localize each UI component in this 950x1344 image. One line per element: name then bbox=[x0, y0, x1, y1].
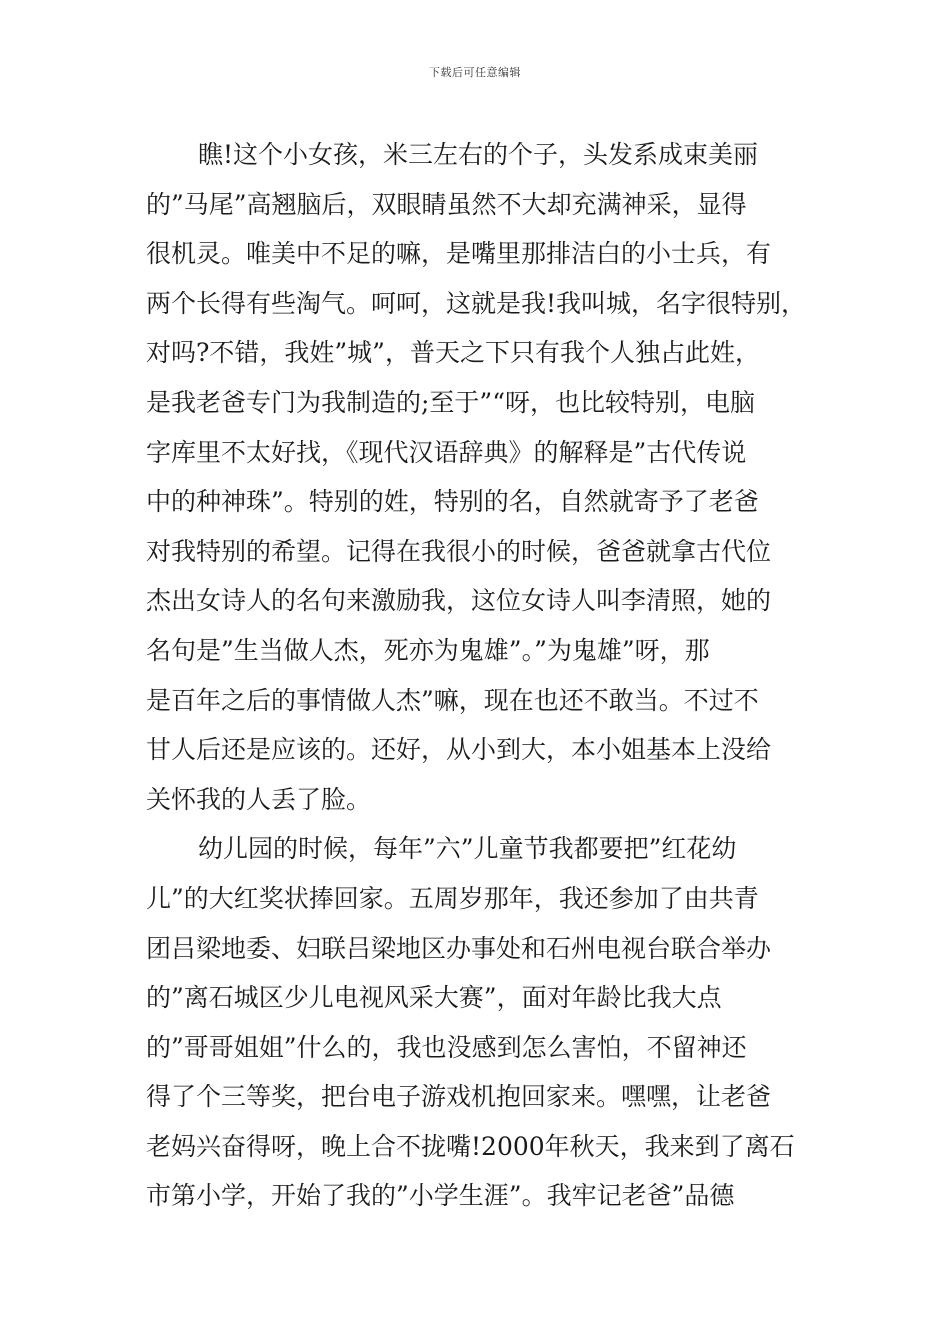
text-line: 是我老爸专门为我制造的;至于”“呀，也比较特别，电脑 bbox=[146, 387, 755, 417]
text-line: 老妈兴奋得呀，晚上合不拢嘴!2000年秋天，我来到了离石 bbox=[146, 1131, 795, 1161]
paragraph-2 bbox=[146, 824, 826, 1221]
text-line: 两个长得有些淘气。呵呵，这就是我!我叫城，名字很特别， bbox=[146, 288, 807, 318]
text-line: 关怀我的人丢了脸。 bbox=[146, 784, 372, 814]
text-line: 杰出女诗人的名句来激励我，这位女诗人叫李清照，她的 bbox=[146, 586, 772, 616]
text-line: 中的种神珠”。特别的姓，特别的名，自然就寄予了老爸 bbox=[146, 487, 759, 517]
document-body bbox=[146, 130, 826, 1221]
text-line: 是百年之后的事情做人杰”嘛，现在也还不敢当。不过不 bbox=[146, 685, 759, 715]
paragraph-1 bbox=[146, 130, 826, 824]
text-line: 字库里不太好找，《现代汉语辞典》的解释是”古代传说 bbox=[146, 437, 747, 467]
text-line: 甘人后还是应该的。还好，从小到大，本小姐基本上没给 bbox=[146, 735, 772, 765]
text-line: 市第小学，开始了我的”小学生涯”。我牢记老爸”品德 bbox=[146, 1181, 735, 1211]
text-line: 儿”的大红奖状捧回家。五周岁那年，我还参加了由共青 bbox=[146, 883, 759, 913]
text-line: 幼儿园的时候，每年”六”儿童节我都要把”红花幼 bbox=[198, 834, 737, 864]
text-line: 团吕梁地委、妇联吕梁地区办事处和石州电视台联合举办 bbox=[146, 933, 772, 963]
text-line: 对我特别的希望。记得在我很小的时候，爸爸就拿古代位 bbox=[146, 536, 772, 566]
text-line: 的”马尾”高翘脑后，双眼睛虽然不大却充满神采，显得 bbox=[146, 189, 747, 219]
text-line: 的”哥哥姐姐”什么的，我也没感到怎么害怕，不留神还 bbox=[146, 1032, 747, 1062]
text-line: 的”离石城区少儿电视风采大赛”，面对年龄比我大点 bbox=[146, 983, 722, 1013]
text-line: 很机灵。唯美中不足的嘛，是嘴里那排洁白的小士兵，有 bbox=[146, 239, 772, 269]
text-line: 对吗?不错，我姓”城”，普天之下只有我个人独占此姓， bbox=[146, 338, 760, 368]
text-line: 瞧!这个小女孩，米三左右的个子，头发系成束美丽 bbox=[198, 140, 759, 169]
text-line: 名句是”生当做人杰，死亦为鬼雄”。”为鬼雄”呀，那 bbox=[146, 635, 710, 665]
text-line: 得了个三等奖，把台电子游戏机抱回家来。嘿嘿，让老爸 bbox=[146, 1082, 772, 1112]
page-header: 下载后可任意编辑 bbox=[429, 66, 521, 79]
